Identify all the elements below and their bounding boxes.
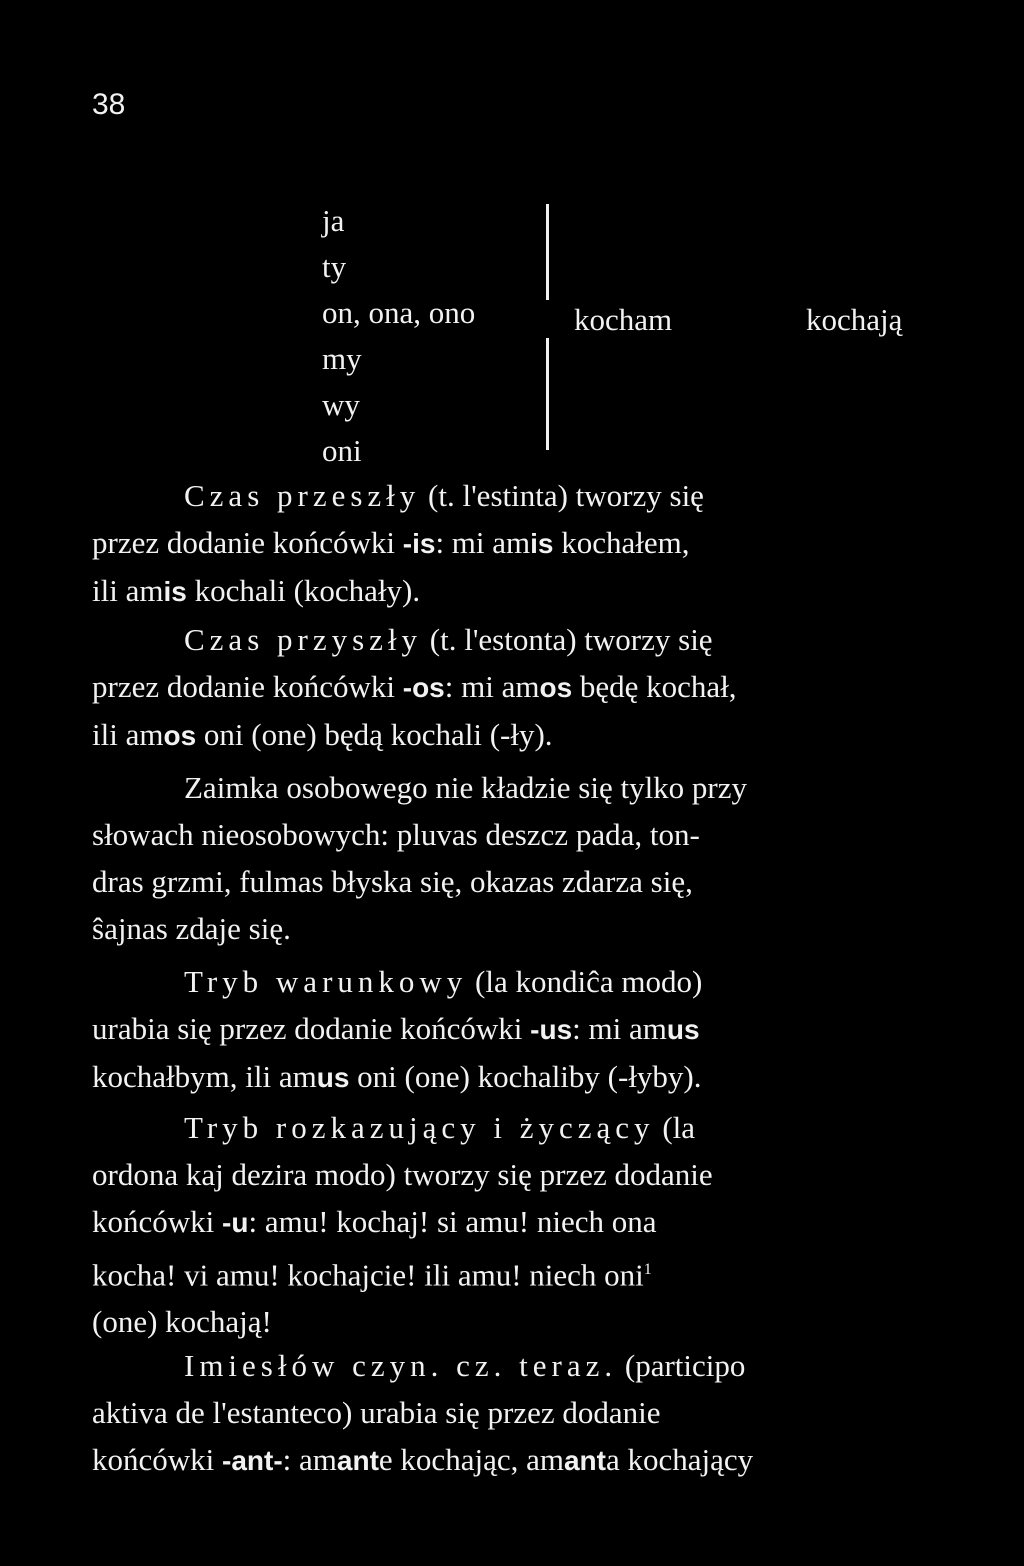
impersonal-line-2: słowach nieosobowych: pluvas deszcz pada, ton- bbox=[92, 817, 700, 852]
pronoun-ty: ty bbox=[322, 249, 347, 284]
impersonal-line-1: Zaimka osobowego nie kładzie się tylko przy bbox=[184, 770, 748, 805]
suffix-is-example-2: is bbox=[163, 576, 187, 607]
future-text-3a: ili am bbox=[92, 717, 164, 752]
past-text-3b: kochali (kochały). bbox=[186, 573, 421, 608]
past-text-3a: ili am bbox=[92, 573, 164, 608]
verb-singular: kocham bbox=[574, 302, 673, 337]
past-tense-paragraph bbox=[92, 472, 932, 615]
imperative-text-3a: końcówki bbox=[92, 1204, 223, 1239]
participle-line-2: aktiva de l'estanteco) urabia się przez dodanie bbox=[92, 1395, 661, 1430]
imperative-line-5: (one) kochają! bbox=[92, 1304, 272, 1340]
suffix-is-example: is bbox=[530, 528, 554, 559]
future-text-2a: przez dodanie końcówki bbox=[92, 669, 403, 704]
suffix-os-example: os bbox=[539, 672, 573, 703]
past-line-2 bbox=[92, 519, 932, 567]
past-text-1: (t. l'estinta) tworzy się bbox=[428, 478, 704, 513]
future-line-3 bbox=[92, 711, 932, 759]
future-tense-paragraph bbox=[92, 616, 932, 759]
suffix-os-example-2: os bbox=[163, 720, 197, 751]
past-line-3 bbox=[92, 567, 932, 615]
conditional-line-3 bbox=[92, 1053, 932, 1101]
participle-line-1 bbox=[92, 1342, 932, 1389]
future-line-2 bbox=[92, 663, 932, 711]
conditional-text-1: (la kondiĉa modo) bbox=[467, 964, 703, 999]
conditional-line-1 bbox=[92, 958, 932, 1005]
participle-paragraph bbox=[92, 1342, 932, 1484]
suffix-ant-example: ant bbox=[336, 1445, 379, 1476]
suffix-is: -is bbox=[402, 528, 436, 559]
conditional-text-3b: oni (one) kochaliby (-łyby). bbox=[349, 1059, 702, 1094]
pronoun-ja: ja bbox=[322, 203, 345, 238]
participle-heading: Imiesłów czyn. cz. teraz. bbox=[184, 1348, 618, 1383]
conditional-text-2b: : mi am bbox=[572, 1011, 667, 1046]
pronoun-oni: oni bbox=[322, 433, 362, 468]
pronoun-on-ona-ono: on, ona, ono bbox=[322, 295, 476, 330]
future-tense-heading: Czas przyszły bbox=[184, 622, 423, 657]
suffix-us: -us bbox=[530, 1014, 573, 1045]
impersonal-line-4: ŝajnas zdaje się. bbox=[92, 911, 291, 946]
participle-text-1: (participo bbox=[617, 1348, 746, 1383]
pronoun-my: my bbox=[322, 341, 362, 376]
participle-text-3c: e kochając, am bbox=[378, 1442, 564, 1477]
participle-text-3a: końcówki bbox=[92, 1442, 223, 1477]
suffix-ant: -ant- bbox=[222, 1445, 283, 1476]
past-tense-heading: Czas przeszły bbox=[184, 478, 421, 513]
impersonal-line-3: dras grzmi, fulmas błyska się, okazas zdarza się, bbox=[92, 864, 693, 899]
imperative-text-3b: : amu! kochaj! si amu! niech ona bbox=[248, 1204, 657, 1239]
future-text-3b: oni (one) będą kochali (-ły). bbox=[196, 717, 553, 752]
suffix-os: -os bbox=[402, 672, 445, 703]
suffix-us-example-2: us bbox=[316, 1062, 350, 1093]
future-text-1: (t. l'estonta) tworzy się bbox=[429, 622, 713, 657]
conditional-paragraph bbox=[92, 958, 932, 1101]
conditional-text-3a: kochałbym, ili am bbox=[92, 1059, 317, 1094]
imperative-line-1 bbox=[92, 1104, 932, 1151]
imperative-heading: Tryb rozkazujący i życzący bbox=[184, 1110, 655, 1145]
imperative-line-4 bbox=[92, 1246, 932, 1298]
imperative-line-2: ordona kaj dezira modo) tworzy się przez dodanie bbox=[92, 1157, 713, 1192]
past-text-2c: kochałem, bbox=[553, 525, 690, 560]
suffix-us-example: us bbox=[666, 1014, 700, 1045]
suffix-u: -u bbox=[222, 1207, 249, 1238]
verb-plural: kochają bbox=[806, 302, 903, 337]
bracket-line-upper bbox=[546, 204, 549, 300]
future-line-1 bbox=[92, 616, 932, 663]
future-text-2c: będę kochał, bbox=[572, 669, 737, 704]
suffix-ant-example-2: ant bbox=[563, 1445, 606, 1476]
future-text-2b: : mi am bbox=[444, 669, 540, 704]
imperative-text-1: (la bbox=[654, 1110, 696, 1145]
past-text-2a: przez dodanie końcówki bbox=[92, 525, 403, 560]
page-number: 38 bbox=[92, 88, 126, 121]
participle-text-3d: a kochający bbox=[605, 1442, 754, 1477]
bracket-line-lower bbox=[546, 338, 549, 450]
imperative-text-4a: kocha! vi amu! kochajcie! ili amu! niech oni bbox=[92, 1257, 644, 1293]
pronoun-wy: wy bbox=[322, 387, 360, 422]
imperative-line-3 bbox=[92, 1198, 932, 1246]
past-text-2b: : mi am bbox=[435, 525, 531, 560]
imperative-paragraph bbox=[92, 1104, 932, 1345]
footnote-mark: 1 bbox=[643, 1261, 652, 1278]
conditional-heading: Tryb warunkowy bbox=[184, 964, 468, 999]
participle-line-3 bbox=[92, 1436, 932, 1484]
conditional-text-2a: urabia się przez dodanie końcówki bbox=[92, 1011, 531, 1046]
conditional-line-2 bbox=[92, 1005, 932, 1053]
participle-text-3b: : am bbox=[282, 1442, 337, 1477]
past-line-1 bbox=[92, 472, 932, 519]
pronoun-list bbox=[322, 198, 475, 474]
impersonal-paragraph bbox=[92, 764, 932, 952]
